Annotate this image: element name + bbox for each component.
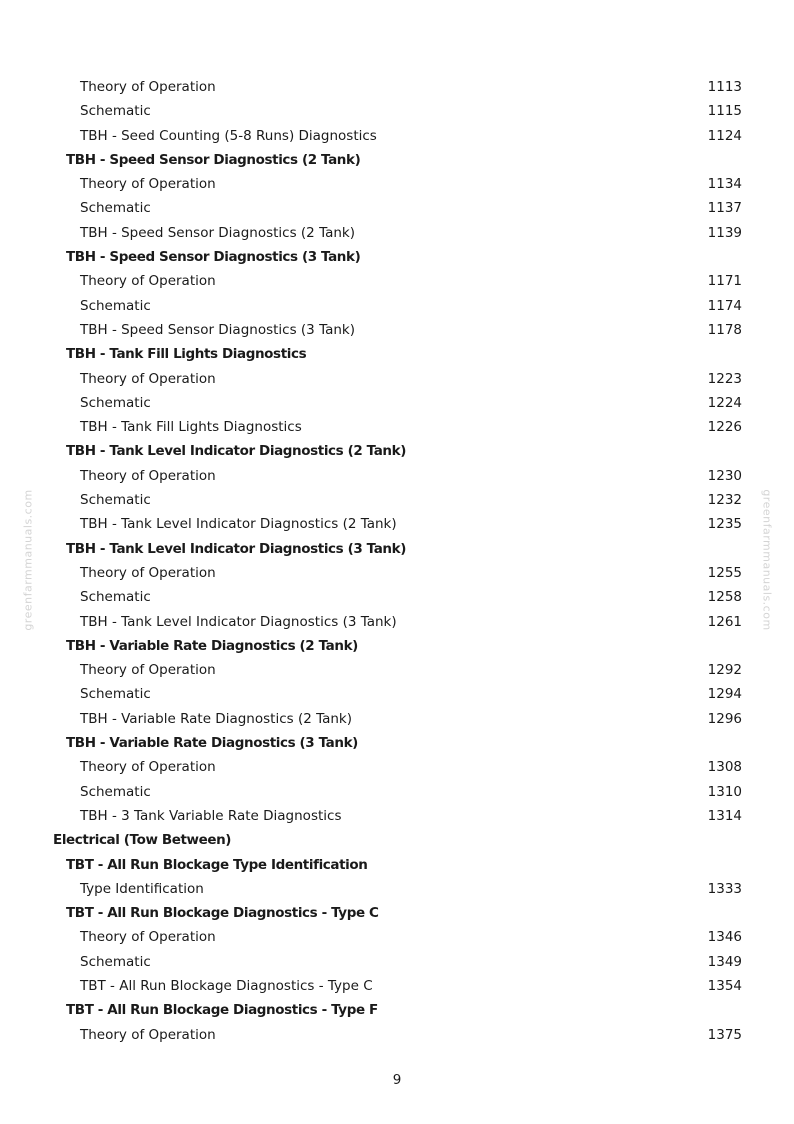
toc-entry-title: TBT - All Run Blockage Type Identification: [66, 856, 368, 873]
toc-section-heading: [0, 148, 794, 172]
toc-entry[interactable]: [0, 561, 794, 585]
toc-entry-title: Schematic: [80, 297, 151, 314]
toc-entry-title: TBH - Tank Level Indicator Diagnostics (2 Tank): [66, 443, 406, 460]
toc-entry[interactable]: [0, 950, 794, 974]
toc-entry-page: 1230: [707, 467, 742, 484]
toc-section-heading: [0, 439, 794, 463]
toc-entry-page: 1310: [707, 783, 742, 800]
toc-entry[interactable]: [0, 488, 794, 512]
toc-entry[interactable]: [0, 925, 794, 949]
toc-entry-title: TBH - Speed Sensor Diagnostics (3 Tank): [66, 249, 361, 266]
toc-entry-page: 1134: [707, 176, 742, 193]
toc-entry-page: 1261: [707, 613, 742, 630]
toc-entry-page: 1223: [707, 370, 742, 387]
watermark-right: greenfarmmanuals.com: [760, 489, 774, 631]
toc-entry[interactable]: [0, 318, 794, 342]
toc-entry[interactable]: [0, 99, 794, 123]
toc-entry-title: TBH - Variable Rate Diagnostics (2 Tank): [66, 637, 358, 654]
toc-entry-title: TBH - 3 Tank Variable Rate Diagnostics: [80, 807, 342, 824]
toc-entry[interactable]: [0, 269, 794, 293]
toc-entry-page: 1224: [707, 394, 742, 411]
toc-entry-page: 1294: [707, 686, 742, 703]
table-of-contents: [0, 75, 794, 1047]
toc-entry-title: TBH - Tank Level Indicator Diagnostics (3 Tank): [80, 613, 397, 630]
toc-entry[interactable]: [0, 804, 794, 828]
toc-entry-page: 1308: [707, 759, 742, 776]
toc-entry-title: TBH - Tank Fill Lights Diagnostics: [80, 419, 302, 436]
toc-entry[interactable]: [0, 415, 794, 439]
toc-entry[interactable]: [0, 707, 794, 731]
toc-entry[interactable]: [0, 974, 794, 998]
toc-entry[interactable]: [0, 780, 794, 804]
toc-section-heading: [0, 853, 794, 877]
toc-entry[interactable]: [0, 658, 794, 682]
toc-entry-title: Theory of Operation: [80, 759, 216, 776]
toc-entry-title: Schematic: [80, 953, 151, 970]
toc-entry-page: 1346: [707, 929, 742, 946]
toc-entry-page: 1333: [707, 880, 742, 897]
toc-entry-page: 1292: [707, 662, 742, 679]
toc-entry-title: Schematic: [80, 783, 151, 800]
toc-entry[interactable]: [0, 682, 794, 706]
toc-entry[interactable]: [0, 585, 794, 609]
toc-entry[interactable]: [0, 196, 794, 220]
toc-entry-title: Theory of Operation: [80, 1026, 216, 1043]
toc-section-heading: [0, 537, 794, 561]
toc-entry-title: TBT - All Run Blockage Diagnostics - Type C: [66, 905, 379, 922]
toc-entry-title: TBH - Tank Fill Lights Diagnostics: [66, 346, 307, 363]
toc-entry-title: Theory of Operation: [80, 370, 216, 387]
toc-entry-page: 1232: [707, 492, 742, 509]
toc-entry-title: TBH - Tank Level Indicator Diagnostics (2 Tank): [80, 516, 397, 533]
toc-entry-title: TBH - Variable Rate Diagnostics (3 Tank): [66, 735, 358, 752]
toc-entry-title: Schematic: [80, 394, 151, 411]
toc-entry-title: TBT - All Run Blockage Diagnostics - Type F: [66, 1002, 378, 1019]
toc-entry-title: TBT - All Run Blockage Diagnostics - Type C: [80, 977, 373, 994]
toc-entry[interactable]: [0, 755, 794, 779]
toc-entry-title: Theory of Operation: [80, 929, 216, 946]
toc-entry-title: TBH - Seed Counting (5-8 Runs) Diagnostics: [80, 127, 377, 144]
toc-entry-page: 1296: [707, 710, 742, 727]
toc-entry-title: Schematic: [80, 103, 151, 120]
toc-entry-title: Schematic: [80, 492, 151, 509]
toc-entry-page: 1171: [707, 273, 742, 290]
page-number: 9: [392, 1072, 402, 1088]
toc-entry-page: 1178: [707, 321, 742, 338]
watermark-left: greenfarmmanuals.com: [21, 489, 35, 631]
toc-entry-title: TBH - Speed Sensor Diagnostics (2 Tank): [66, 151, 361, 168]
toc-entry-page: 1139: [707, 224, 742, 241]
toc-entry-title: Theory of Operation: [80, 564, 216, 581]
toc-entry-page: 1255: [707, 564, 742, 581]
toc-entry-page: 1115: [707, 103, 742, 120]
toc-entry-page: 1235: [707, 516, 742, 533]
toc-entry-title: Theory of Operation: [80, 467, 216, 484]
toc-section-heading: [0, 828, 794, 852]
toc-section-heading: [0, 342, 794, 366]
toc-entry[interactable]: [0, 75, 794, 99]
toc-entry[interactable]: [0, 610, 794, 634]
toc-entry-title: TBH - Variable Rate Diagnostics (2 Tank): [80, 710, 353, 727]
toc-entry[interactable]: [0, 294, 794, 318]
toc-entry[interactable]: [0, 172, 794, 196]
toc-entry-page: 1258: [707, 589, 742, 606]
toc-entry-page: 1354: [707, 977, 742, 994]
toc-entry[interactable]: [0, 464, 794, 488]
toc-entry-page: 1113: [707, 79, 742, 95]
toc-entry-title: Theory of Operation: [80, 273, 216, 290]
toc-entry-page: 1226: [707, 419, 742, 436]
toc-entry-page: 1375: [707, 1026, 742, 1043]
toc-entry-title: Theory of Operation: [80, 176, 216, 193]
toc-entry-page: 1314: [707, 807, 742, 824]
toc-entry-title: Type Identification: [80, 880, 204, 897]
toc-section-heading: [0, 634, 794, 658]
toc-entry[interactable]: [0, 877, 794, 901]
toc-entry[interactable]: [0, 1023, 794, 1047]
toc-section-heading: [0, 901, 794, 925]
toc-entry-title: Schematic: [80, 686, 151, 703]
toc-entry-title: TBH - Tank Level Indicator Diagnostics (3 Tank): [66, 540, 406, 557]
toc-entry[interactable]: [0, 512, 794, 536]
toc-entry-page: 1349: [707, 953, 742, 970]
toc-entry[interactable]: [0, 221, 794, 245]
toc-entry-title: Schematic: [80, 200, 151, 217]
toc-entry-title: Theory of Operation: [80, 79, 216, 95]
toc-entry-title: TBH - Speed Sensor Diagnostics (3 Tank): [80, 321, 355, 338]
toc-entry[interactable]: [0, 391, 794, 415]
toc-entry-title: TBH - Speed Sensor Diagnostics (2 Tank): [80, 224, 355, 241]
toc-entry-title: Theory of Operation: [80, 662, 216, 679]
toc-entry[interactable]: [0, 367, 794, 391]
toc-entry-title: Schematic: [80, 589, 151, 606]
toc-section-heading: [0, 245, 794, 269]
toc-entry-page: 1174: [707, 297, 742, 314]
toc-section-heading: [0, 998, 794, 1022]
toc-entry[interactable]: [0, 124, 794, 148]
toc-entry-page: 1137: [707, 200, 742, 217]
toc-section-heading: [0, 731, 794, 755]
toc-entry-title: Electrical (Tow Between): [53, 832, 232, 849]
toc-entry-page: 1124: [707, 127, 742, 144]
